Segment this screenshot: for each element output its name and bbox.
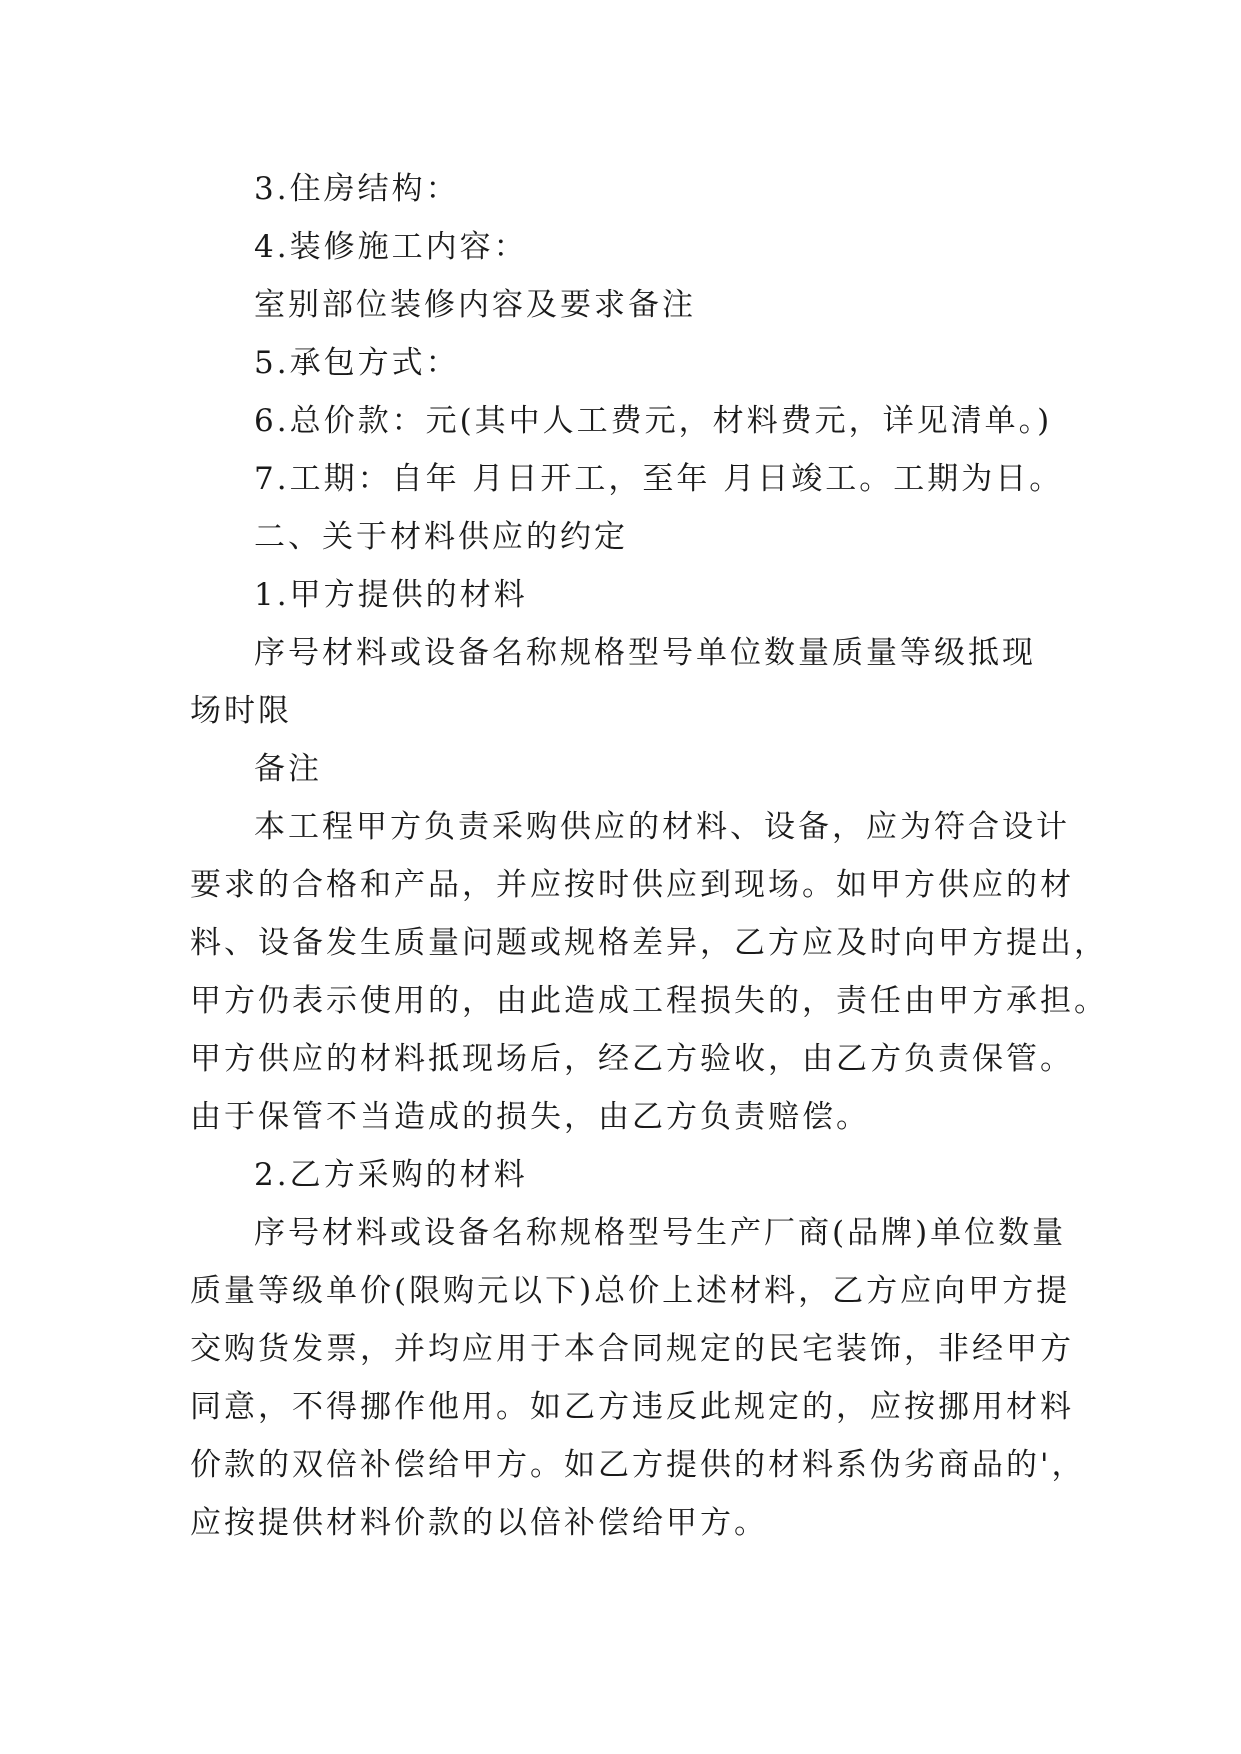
table-header-rooms: 室别部位装修内容及要求备注	[254, 287, 696, 323]
table-header-party-a-line1: 序号材料或设备名称规格型号单位数量质量等级抵现	[254, 635, 1036, 671]
paragraph-1-line4: 甲方仍表示使用的，由此造成工程损失的，责任由甲方承担。	[190, 983, 1108, 1019]
table-header-party-a-line2: 场时限	[190, 693, 292, 729]
section-heading-materials: 二、关于材料供应的约定	[254, 519, 628, 555]
subsection-party-b-materials: 2.乙方采购的材料	[254, 1157, 528, 1193]
item-housing-structure: 3.住房结构：	[254, 171, 460, 207]
item-construction-period: 7.工期：自年 月日开工，至年 月日竣工。工期为日。	[254, 461, 1064, 497]
remark-label: 备注	[254, 751, 322, 787]
paragraph-2-line4: 同意，不得挪作他用。如乙方违反此规定的，应按挪用材料	[190, 1389, 1074, 1425]
item-construction-content: 4.装修施工内容：	[254, 229, 528, 265]
paragraph-2-line5: 价款的双倍补偿给甲方。如乙方提供的材料系伪劣商品的'，	[190, 1447, 1086, 1483]
item-total-price: 6.总价款：元(其中人工费元，材料费元，详见清单。)	[254, 403, 1053, 439]
paragraph-1-line2: 要求的合格和产品，并应按时供应到现场。如甲方供应的材	[190, 867, 1074, 903]
paragraph-1-line1: 本工程甲方负责采购供应的材料、设备，应为符合设计	[254, 809, 1070, 845]
paragraph-2-line1: 序号材料或设备名称规格型号生产厂商(品牌)单位数量	[254, 1215, 1067, 1251]
document-body	[190, 160, 1108, 1552]
paragraph-1-line3: 料、设备发生质量问题或规格差异，乙方应及时向甲方提出，	[190, 925, 1108, 961]
item-contract-method: 5.承包方式：	[254, 345, 460, 381]
paragraph-2-line6: 应按提供材料价款的以倍补偿给甲方。	[190, 1505, 768, 1541]
subsection-party-a-materials: 1.甲方提供的材料	[254, 577, 528, 613]
paragraph-2-line2: 质量等级单价(限购元以下)总价上述材料，乙方应向甲方提	[190, 1273, 1071, 1309]
paragraph-1-line6: 由于保管不当造成的损失，由乙方负责赔偿。	[190, 1099, 870, 1135]
paragraph-2-line3: 交购货发票，并均应用于本合同规定的民宅装饰，非经甲方	[190, 1331, 1074, 1367]
paragraph-1-line5: 甲方供应的材料抵现场后，经乙方验收，由乙方负责保管。	[190, 1041, 1074, 1077]
